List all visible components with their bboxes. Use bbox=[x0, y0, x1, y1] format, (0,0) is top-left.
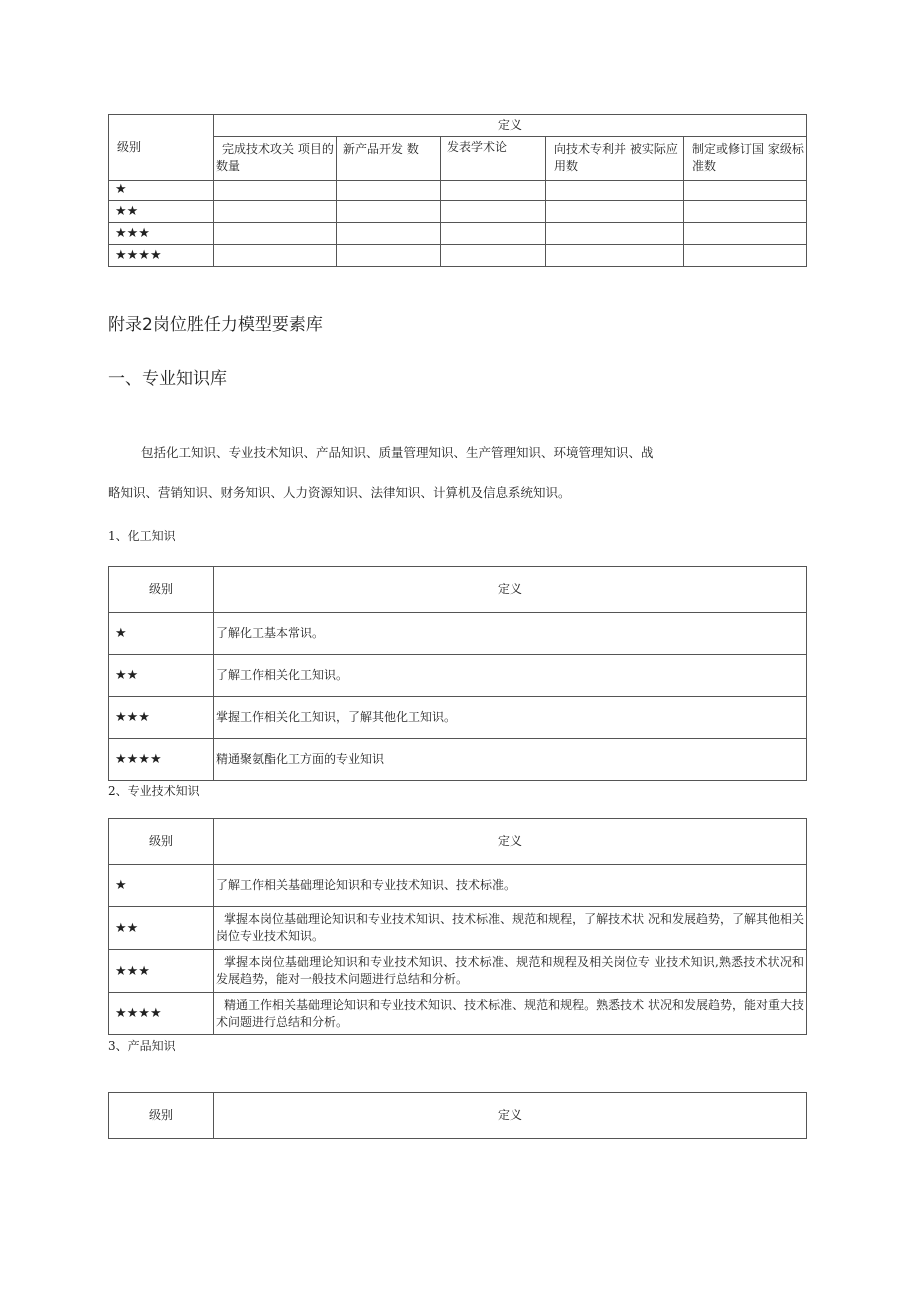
level-header: 级别 bbox=[109, 1093, 214, 1139]
table-row bbox=[109, 201, 807, 223]
definition-text: 了解工作相关化工知识。 bbox=[214, 655, 807, 697]
table-row bbox=[109, 993, 807, 1035]
table-row bbox=[109, 739, 807, 781]
level-stars: ★★ bbox=[109, 655, 214, 697]
level-stars: ★★★★ bbox=[109, 993, 214, 1035]
level-stars: ★ bbox=[109, 181, 214, 201]
definition-text: 了解化工基本常识。 bbox=[214, 613, 807, 655]
level-header: 级别 bbox=[109, 567, 214, 613]
column-header: 完成技术攻关 项目的数量 bbox=[214, 137, 337, 181]
definition-header: 定义 bbox=[214, 819, 807, 865]
column-header: 制定或修订国 家级标准数 bbox=[684, 137, 807, 181]
column-header: 向技术专利并 被实际应用数 bbox=[546, 137, 684, 181]
section-title: 一、专业知识库 bbox=[108, 369, 227, 389]
table-row bbox=[109, 613, 807, 655]
table-row bbox=[109, 181, 807, 201]
subsection-title: 3、产品知识 bbox=[108, 1039, 176, 1053]
subsection-title: 1、化工知识 bbox=[108, 529, 176, 543]
definition-header: 定义 bbox=[214, 1093, 807, 1139]
chemical-knowledge-table bbox=[108, 566, 807, 781]
level-header: 级别 bbox=[109, 115, 214, 181]
level-header: 级别 bbox=[109, 819, 214, 865]
column-header: 新产品开发 数 bbox=[337, 137, 441, 181]
level-stars: ★ bbox=[109, 613, 214, 655]
intro-paragraph-line1: 包括化工知识、专业技术知识、产品知识、质量管理知识、生产管理知识、环境管理知识、战 bbox=[141, 445, 654, 460]
definition-text: 精通聚氨酯化工方面的专业知识 bbox=[214, 739, 807, 781]
level-stars: ★★★★ bbox=[109, 739, 214, 781]
definition-text: 了解工作相关基础理论知识和专业技术知识、技术标准。 bbox=[214, 865, 807, 907]
product-knowledge-table bbox=[108, 1092, 807, 1139]
subsection-title: 2、专业技术知识 bbox=[108, 784, 200, 798]
technical-knowledge-table bbox=[108, 818, 807, 1035]
level-stars: ★ bbox=[109, 865, 214, 907]
intro-paragraph-line2: 略知识、营销知识、财务知识、人力资源知识、法律知识、计算机及信息系统知识。 bbox=[108, 485, 571, 500]
column-header: 发表学术论 bbox=[441, 137, 546, 181]
table-row bbox=[109, 223, 807, 245]
level-stars: ★★ bbox=[109, 907, 214, 950]
table-row bbox=[109, 697, 807, 739]
level-stars: ★★★★ bbox=[109, 245, 214, 267]
level-stars: ★★ bbox=[109, 201, 214, 223]
table-row bbox=[109, 950, 807, 993]
definition-text: 精通工作相关基础理论知识和专业技术知识、技术标准、规范和规程。熟悉技术 状况和发展趋势，能对重大技术问题进行总结和分析。 bbox=[214, 993, 807, 1035]
table-row bbox=[109, 907, 807, 950]
definition-text: 掌握本岗位基础理论知识和专业技术知识、技术标准、规范和规程，了解技术状 况和发展趋势，了解其他相关岗位专业技术知识。 bbox=[214, 907, 807, 950]
definition-header: 定义 bbox=[214, 567, 807, 613]
table-row bbox=[109, 655, 807, 697]
table-row bbox=[109, 245, 807, 267]
achievement-table bbox=[108, 114, 807, 267]
level-stars: ★★★ bbox=[109, 950, 214, 993]
definition-header: 定义 bbox=[214, 115, 807, 137]
level-stars: ★★★ bbox=[109, 697, 214, 739]
appendix-title: 附录2岗位胜任力模型要素库 bbox=[108, 315, 323, 335]
level-stars: ★★★ bbox=[109, 223, 214, 245]
definition-text: 掌握本岗位基础理论知识和专业技术知识、技术标准、规范和规程及相关岗位专 业技术知识,熟悉技术状况和发展趋势，能对一般技术问题进行总结和分析。 bbox=[214, 950, 807, 993]
table-row bbox=[109, 865, 807, 907]
definition-text: 掌握工作相关化工知识，了解其他化工知识。 bbox=[214, 697, 807, 739]
